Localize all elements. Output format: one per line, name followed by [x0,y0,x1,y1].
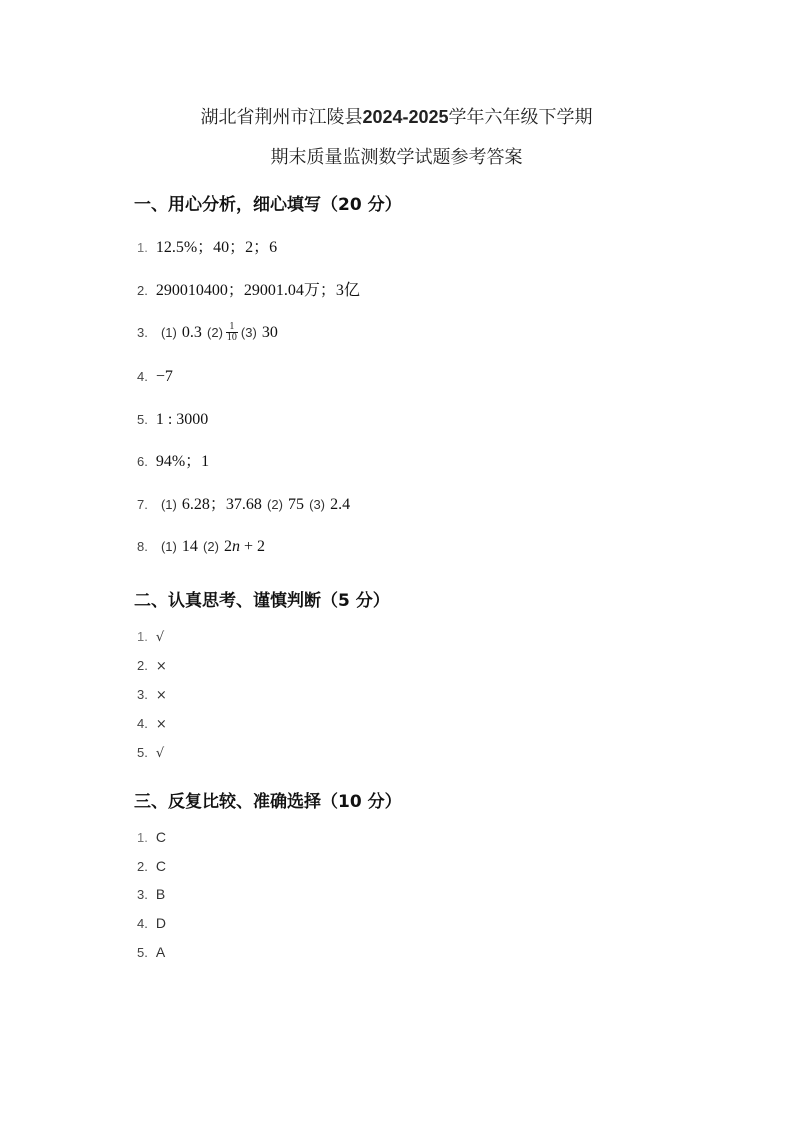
title-term: 学年六年级下学期 [448,107,593,128]
answer-item [137,536,265,557]
sub-label: (1) [160,539,177,554]
sub-answer: 14 [181,538,198,555]
item-number: 4. [137,716,148,731]
document-title-line1 [0,106,793,129]
section-heading-fill-in: 一、用心分析，细心填写（20 分） [134,195,402,215]
check-mark: √ [155,630,165,645]
item-number: 1. [137,830,148,845]
item-number: 2. [137,859,148,874]
item-number: 2. [137,283,148,298]
document-title-line2: 期末质量监测数学试题参考答案 [270,147,523,168]
sub-label: (2) [203,539,219,554]
choice-letter: C [155,858,166,874]
expr-rest: + 2 [240,538,266,555]
item-number: 3. [137,687,148,702]
item-answer: 290010400；29001.04万；3亿 [155,282,360,299]
fraction [226,322,238,343]
answer-item [137,827,166,848]
answer-item [137,626,164,648]
choice-letter: D [155,915,166,931]
sub-answer-expression [224,538,265,555]
sub-answer: 0.3 [181,324,202,341]
cross-mark: × [155,717,167,732]
item-number: 5. [137,412,148,427]
answer-item [137,280,360,301]
answer-item [137,451,209,472]
cross-mark: × [155,659,167,674]
sub-label: (3) [240,325,257,340]
sub-answer: 75 [288,496,305,513]
item-number: 1. [137,629,148,644]
expr-variable: n [232,538,240,555]
item-number: 2. [137,658,148,673]
choice-letter: B [155,886,166,902]
item-number: 1. [137,240,148,255]
check-mark: √ [155,746,165,761]
answer-item [137,684,167,706]
item-answer: 1 : 3000 [155,411,209,428]
title-year: 2024-2025 [362,107,449,127]
item-number: 8. [137,539,148,554]
item-number: 6. [137,454,148,469]
expr-coefficient: 2 [224,538,232,555]
section-heading-multiple-choice: 三、反复比较、准确选择（10 分） [134,792,402,812]
answer-item [137,366,173,387]
item-answer: 12.5%；40；2；6 [155,239,278,256]
answer-item [137,237,277,258]
section-heading-true-false: 二、认真思考、谨慎判断（5 分） [134,591,390,611]
answer-item [137,713,167,735]
choice-letter: A [155,944,166,960]
item-number: 4. [137,916,148,931]
answer-item [137,742,164,764]
item-number: 5. [137,945,148,960]
title-region: 湖北省荆州市江陵县 [200,107,363,128]
answer-item [137,856,166,877]
item-answer: −7 [155,368,173,385]
cross-mark: × [155,688,167,703]
item-number: 5. [137,745,148,760]
sub-label: (1) [160,497,177,512]
item-number: 3. [137,325,148,340]
sub-label: (2) [207,325,223,340]
item-number: 4. [137,369,148,384]
answer-item [137,409,208,430]
choice-letter: C [155,829,166,845]
item-number: 7. [137,497,148,512]
answer-item [137,913,166,934]
sub-answer: 2.4 [330,496,351,513]
sub-label: (2) [267,497,283,512]
fraction-numerator: 1 [226,322,238,333]
fraction-denominator: 10 [226,332,237,343]
item-number: 3. [137,887,148,902]
sub-label: (1) [160,325,177,340]
answer-item [137,494,350,515]
answer-item [137,942,165,963]
answer-item [137,884,165,905]
sub-answer: 6.28；37.68 [181,496,262,513]
answer-item [137,322,278,343]
sub-label: (3) [309,497,325,512]
answer-item [137,655,167,677]
item-answer: 94%；1 [155,453,210,470]
sub-answer: 30 [261,324,278,341]
